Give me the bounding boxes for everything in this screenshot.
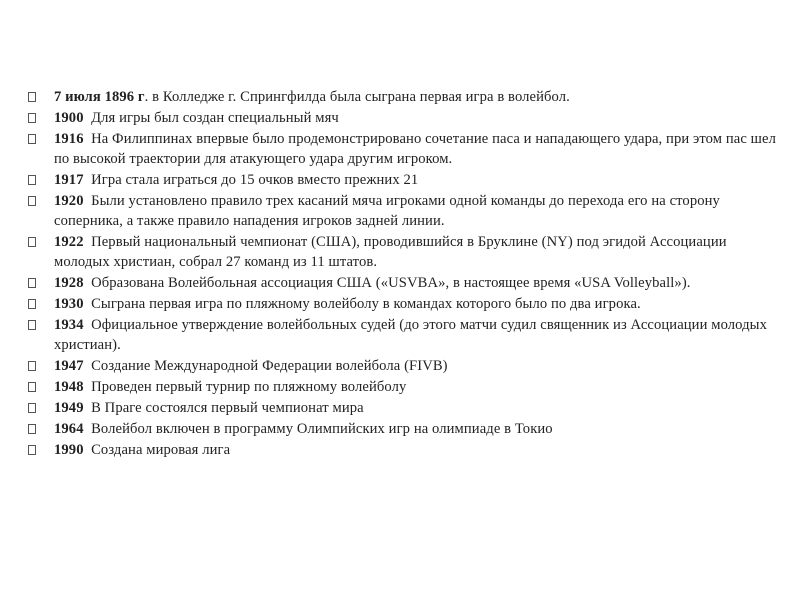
entry-separator bbox=[84, 193, 92, 209]
entry-separator: . bbox=[144, 89, 153, 105]
entry-year: 1916 bbox=[54, 131, 84, 147]
entry-separator bbox=[84, 110, 92, 126]
timeline-entry bbox=[28, 170, 778, 190]
bullet-icon bbox=[28, 320, 36, 330]
volleyball-history-timeline bbox=[28, 87, 778, 461]
timeline-entry bbox=[28, 129, 778, 169]
entry-separator bbox=[84, 421, 92, 437]
entry-text: Игра стала играться до 15 очков вместо прежних 21 bbox=[91, 172, 419, 188]
entry-year: 1917 bbox=[54, 172, 84, 188]
bullet-icon bbox=[28, 196, 36, 206]
entry-text: Первый национальный чемпионат (США), проводившийся в Бруклине (NY) под эгидой Ассоциации молодых христиан, собрал 27 команд из 11 штатов. bbox=[54, 234, 727, 270]
bullet-icon bbox=[28, 92, 36, 102]
entry-year: 1930 bbox=[54, 296, 84, 312]
entry-separator bbox=[84, 172, 92, 188]
bullet-icon bbox=[28, 382, 36, 392]
entry-text: Для игры был создан специальный мяч bbox=[91, 110, 339, 126]
bullet-icon bbox=[28, 237, 36, 247]
entry-text: Волейбол включен в программу Олимпийских игр на олимпиаде в Токио bbox=[91, 421, 553, 437]
entry-year: 1928 bbox=[54, 275, 84, 291]
timeline-entry bbox=[28, 356, 778, 376]
bullet-icon bbox=[28, 424, 36, 434]
bullet-icon bbox=[28, 403, 36, 413]
entry-text: Создание Международной Федерации волейбола (FIVB) bbox=[91, 358, 448, 374]
entry-text: Были установлено правило трех касаний мяча игроками одной команды до перехода его на сторону соперника, а также правило нападения игроков задней линии. bbox=[54, 193, 720, 229]
entry-text: Проведен первый турнир по пляжному волейболу bbox=[91, 379, 407, 395]
entry-year: 1922 bbox=[54, 234, 84, 250]
timeline-entry bbox=[28, 419, 778, 439]
entry-text: В Праге состоялся первый чемпионат мира bbox=[91, 400, 364, 416]
entry-year: 1964 bbox=[54, 421, 84, 437]
timeline-entry bbox=[28, 191, 778, 231]
entry-text: Официальное утверждение волейбольных судей (до этого матчи судил священник из Ассоциации молодых христиан). bbox=[54, 317, 767, 353]
entry-year: 7 июля 1896 г bbox=[54, 89, 145, 105]
entry-year: 1920 bbox=[54, 193, 84, 209]
entry-separator bbox=[84, 442, 92, 458]
timeline-entry bbox=[28, 232, 778, 272]
entry-text: Образована Волейбольная ассоциация США («USVBA», в настоящее время «USA Volleyball»). bbox=[91, 275, 691, 291]
entry-separator bbox=[84, 358, 92, 374]
entry-text: На Филиппинах впервые было продемонстрировано сочетание паса и нападающего удара, при этом пас шел по высокой траектории для атакующего удара другим игроком. bbox=[54, 131, 776, 167]
bullet-icon bbox=[28, 175, 36, 185]
timeline-entry bbox=[28, 440, 778, 460]
entry-separator bbox=[84, 296, 92, 312]
entry-text: Создана мировая лига bbox=[91, 442, 231, 458]
timeline-entry bbox=[28, 294, 778, 314]
entry-separator bbox=[84, 275, 92, 291]
bullet-icon bbox=[28, 113, 36, 123]
timeline-entry bbox=[28, 398, 778, 418]
entry-separator bbox=[84, 379, 92, 395]
bullet-icon bbox=[28, 134, 36, 144]
bullet-icon bbox=[28, 361, 36, 371]
timeline-entry bbox=[28, 87, 778, 107]
timeline-entry bbox=[28, 377, 778, 397]
timeline-entry bbox=[28, 108, 778, 128]
entry-separator bbox=[84, 317, 92, 333]
entry-year: 1934 bbox=[54, 317, 84, 333]
timeline-entry bbox=[28, 315, 778, 355]
entry-separator bbox=[84, 131, 92, 147]
bullet-icon bbox=[28, 445, 36, 455]
bullet-icon bbox=[28, 299, 36, 309]
entry-year: 1947 bbox=[54, 358, 84, 374]
entry-year: 1990 bbox=[54, 442, 84, 458]
entry-text: в Колледже г. Спрингфилда была сыграна первая игра в волейбол. bbox=[152, 89, 570, 105]
entry-year: 1948 bbox=[54, 379, 84, 395]
timeline-entry bbox=[28, 273, 778, 293]
entry-year: 1949 bbox=[54, 400, 84, 416]
bullet-icon bbox=[28, 278, 36, 288]
entry-text: Сыграна первая игра по пляжному волейболу в командах которого было по два игрока. bbox=[91, 296, 641, 312]
entry-separator bbox=[84, 400, 92, 416]
entry-separator bbox=[84, 234, 92, 250]
entry-year: 1900 bbox=[54, 110, 84, 126]
